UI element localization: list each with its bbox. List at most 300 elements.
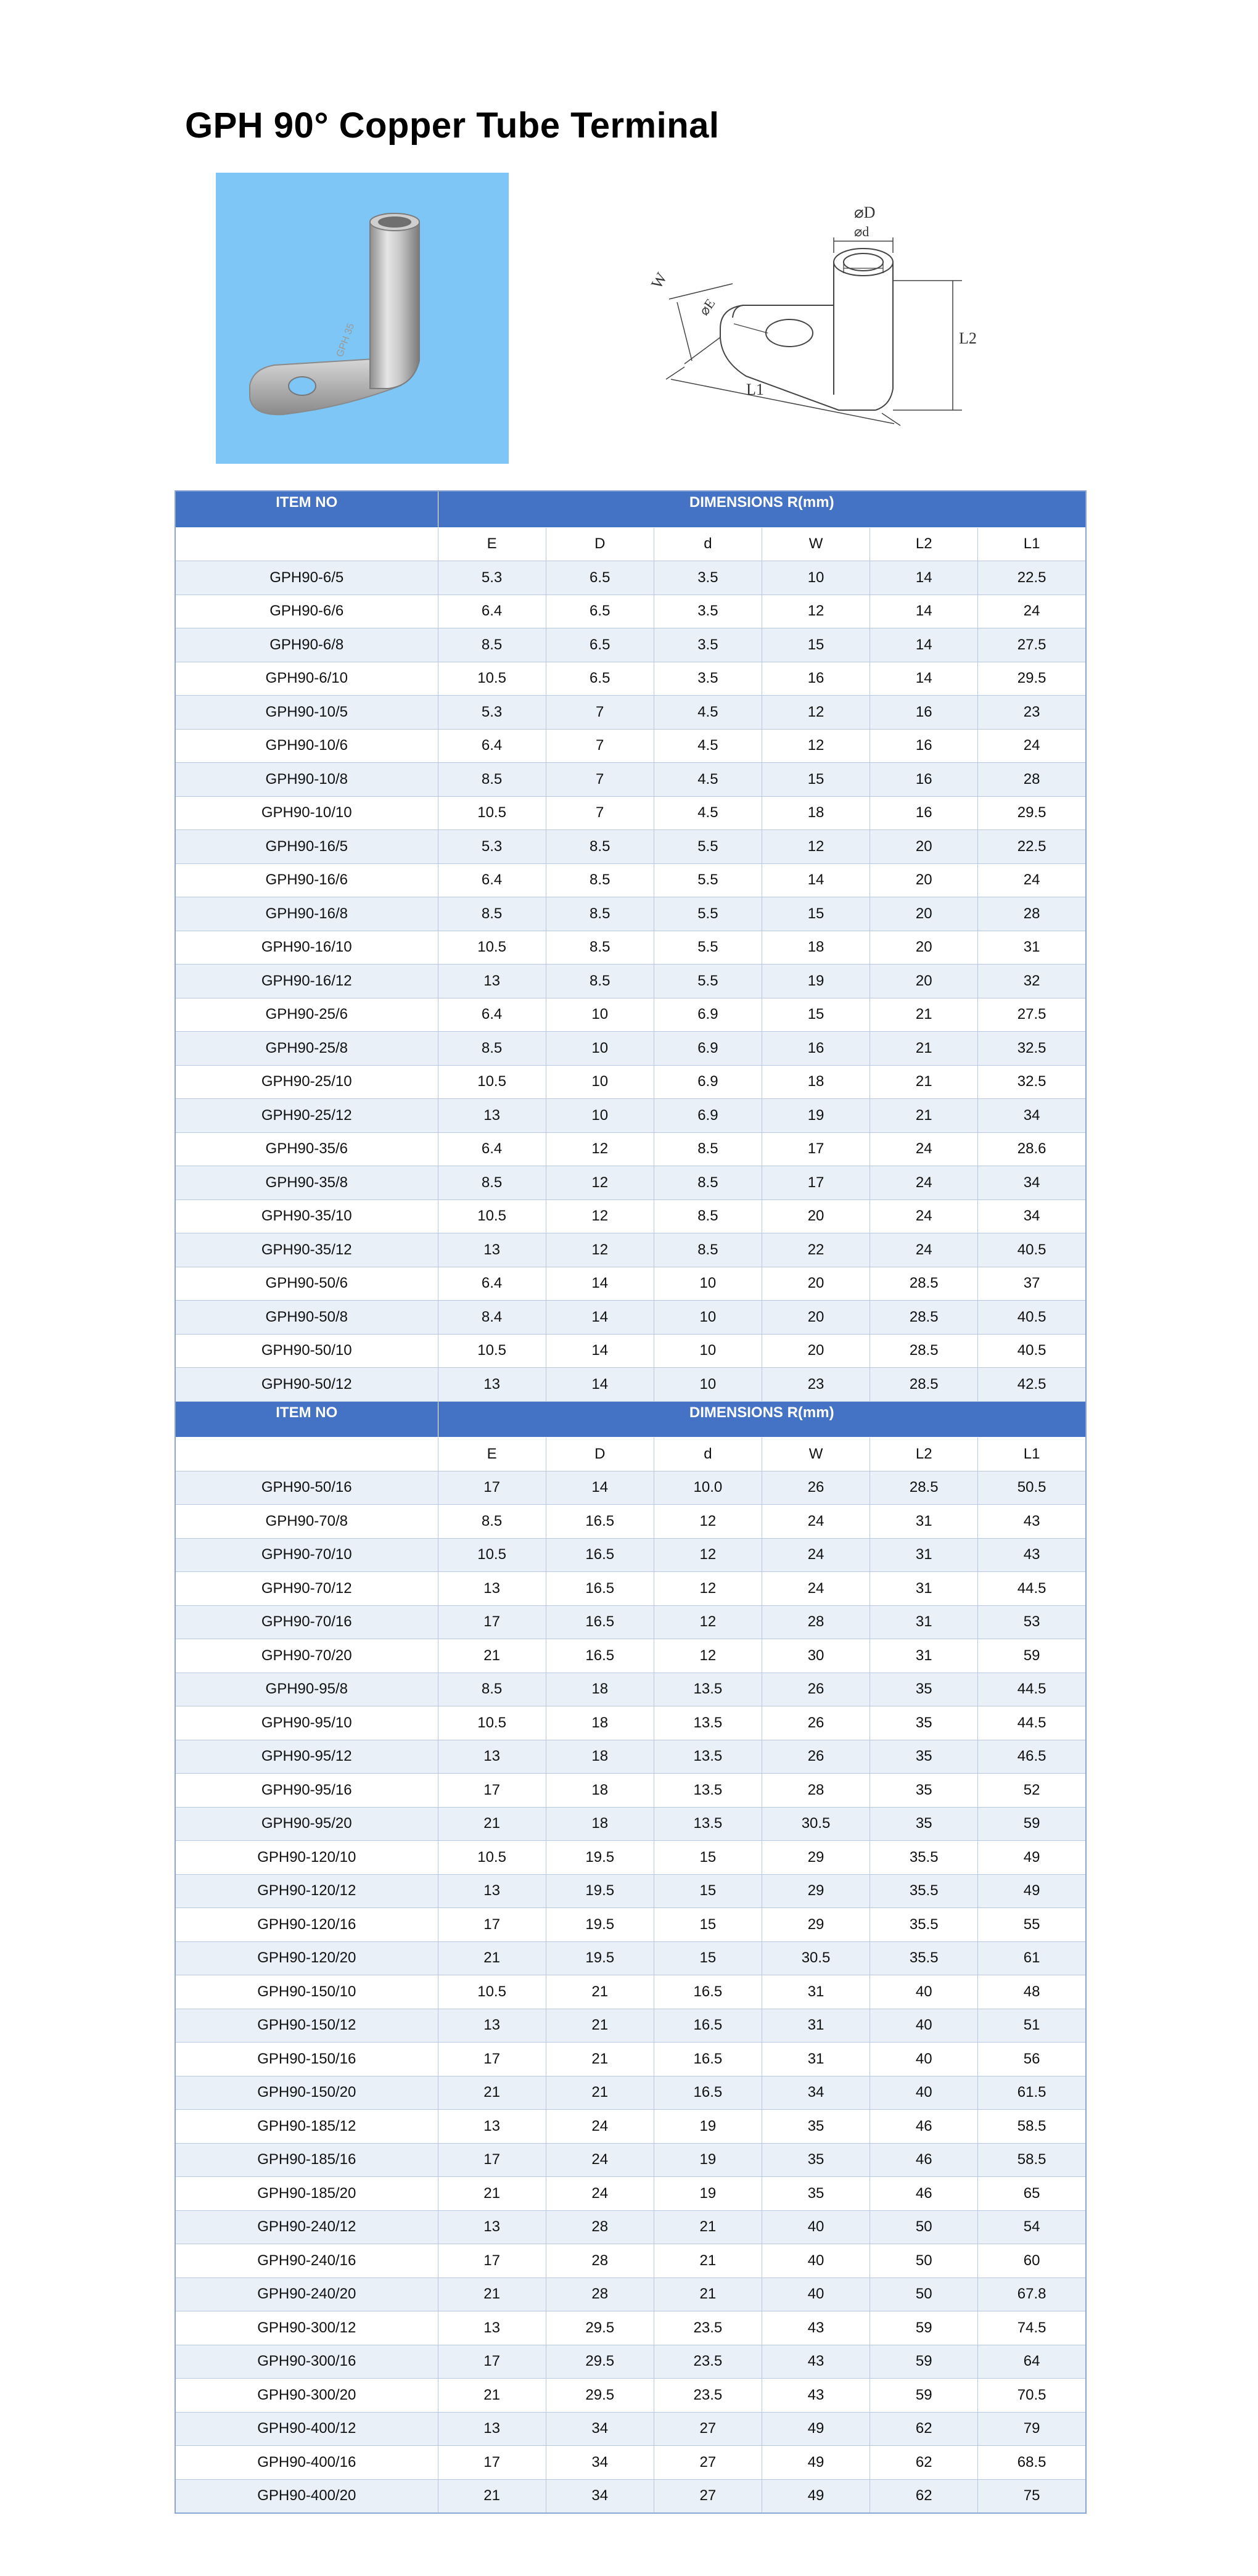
dimension-cell: 49 bbox=[762, 2412, 870, 2446]
dimension-cell: 21 bbox=[438, 1941, 546, 1975]
dimension-cell: 5.5 bbox=[654, 863, 762, 897]
dimension-cell: 21 bbox=[654, 2278, 762, 2311]
dimension-cell: 20 bbox=[870, 863, 978, 897]
dimension-cell: 21 bbox=[870, 1099, 978, 1133]
dimension-cell: 6.5 bbox=[546, 561, 654, 595]
dimension-cell: 28.5 bbox=[870, 1334, 978, 1368]
dimension-cell: 10.5 bbox=[438, 1200, 546, 1233]
dimension-cell: 46.5 bbox=[978, 1740, 1086, 1774]
item-no-cell: GPH90-95/16 bbox=[175, 1774, 438, 1808]
dimension-cell: 20 bbox=[870, 965, 978, 998]
dimension-cell: 46 bbox=[870, 2177, 978, 2211]
dimension-cell: 7 bbox=[546, 696, 654, 730]
dimension-cell: 59 bbox=[870, 2345, 978, 2379]
dimension-cell: 32.5 bbox=[978, 1065, 1086, 1099]
table-row bbox=[175, 1908, 1086, 1942]
dimension-cell: 16 bbox=[870, 796, 978, 830]
dimension-cell: 12 bbox=[762, 595, 870, 628]
table-row bbox=[175, 2311, 1086, 2345]
item-no-cell: GPH90-35/10 bbox=[175, 1200, 438, 1233]
dimension-cell: 26 bbox=[762, 1706, 870, 1740]
dimension-cell: 24 bbox=[762, 1505, 870, 1539]
table-row bbox=[175, 2379, 1086, 2413]
dimension-cell: 61 bbox=[978, 1941, 1086, 1975]
dimension-cell: 6.9 bbox=[654, 1065, 762, 1099]
dimension-cell: 18 bbox=[762, 1065, 870, 1099]
label-hole-diameter: ⌀E bbox=[696, 295, 718, 318]
dimension-cell: 14 bbox=[546, 1301, 654, 1335]
dimension-cell: 35 bbox=[870, 1774, 978, 1808]
dimension-cell: 17 bbox=[438, 2446, 546, 2480]
dimension-cell: 8.5 bbox=[546, 830, 654, 864]
dimension-cell: 46 bbox=[870, 2110, 978, 2144]
dimension-cell: 28.5 bbox=[870, 1368, 978, 1402]
table-row bbox=[175, 628, 1086, 662]
item-no-cell: GPH90-150/10 bbox=[175, 1975, 438, 2009]
dimension-cell: 26 bbox=[762, 1471, 870, 1505]
dimension-cell: 19 bbox=[654, 2177, 762, 2211]
dimension-cell: 59 bbox=[870, 2379, 978, 2413]
label-l1: L1 bbox=[746, 381, 764, 398]
dimension-cell: 21 bbox=[438, 2278, 546, 2311]
dimension-cell: 15 bbox=[654, 1841, 762, 1875]
dimension-cell: 12 bbox=[654, 1538, 762, 1572]
item-no-cell: GPH90-16/5 bbox=[175, 830, 438, 864]
dimension-cell: 28.5 bbox=[870, 1471, 978, 1505]
dimension-cell: 24 bbox=[870, 1233, 978, 1267]
table-row bbox=[175, 1538, 1086, 1572]
dimension-cell: 8.5 bbox=[654, 1233, 762, 1267]
dimension-cell: 59 bbox=[978, 1639, 1086, 1673]
item-no-cell: GPH90-300/20 bbox=[175, 2379, 438, 2413]
table-row bbox=[175, 1505, 1086, 1539]
dimension-cell: 23.5 bbox=[654, 2311, 762, 2345]
dimension-cell: 16 bbox=[870, 763, 978, 797]
dimension-cell: 35.5 bbox=[870, 1841, 978, 1875]
dimension-cell: 40 bbox=[762, 2210, 870, 2244]
dimension-cell: 18 bbox=[762, 931, 870, 965]
dimension-cell: 12 bbox=[654, 1639, 762, 1673]
item-no-cell: GPH90-35/12 bbox=[175, 1233, 438, 1267]
dimension-cell: 28 bbox=[978, 763, 1086, 797]
dimension-cell: 18 bbox=[546, 1706, 654, 1740]
dimension-cell: 43 bbox=[762, 2379, 870, 2413]
dimension-cell: 62 bbox=[870, 2412, 978, 2446]
dimension-cell: 10.5 bbox=[438, 796, 546, 830]
dimension-cell: 21 bbox=[546, 2043, 654, 2076]
dimension-cell: 14 bbox=[870, 628, 978, 662]
item-no-cell: GPH90-50/8 bbox=[175, 1301, 438, 1335]
table-row bbox=[175, 696, 1086, 730]
item-no-cell: GPH90-120/16 bbox=[175, 1908, 438, 1942]
dimension-cell: 53 bbox=[978, 1605, 1086, 1639]
dimension-cell: 10 bbox=[546, 1032, 654, 1066]
item-no-cell: GPH90-35/6 bbox=[175, 1132, 438, 1166]
dimension-cell: 13 bbox=[438, 1572, 546, 1606]
table-row bbox=[175, 1233, 1086, 1267]
dimension-cell: 5.3 bbox=[438, 561, 546, 595]
dimension-cell: 21 bbox=[438, 2177, 546, 2211]
column-label-blank bbox=[175, 1438, 438, 1471]
dimension-cell: 49 bbox=[762, 2446, 870, 2480]
item-no-cell: GPH90-400/16 bbox=[175, 2446, 438, 2480]
dimension-cell: 6.4 bbox=[438, 863, 546, 897]
dimension-cell: 12 bbox=[762, 830, 870, 864]
table-row bbox=[175, 2210, 1086, 2244]
table-row bbox=[175, 2009, 1086, 2043]
item-no-cell: GPH90-240/12 bbox=[175, 2210, 438, 2244]
item-no-cell: GPH90-185/16 bbox=[175, 2143, 438, 2177]
dimension-cell: 54 bbox=[978, 2210, 1086, 2244]
dimension-cell: 15 bbox=[654, 1908, 762, 1942]
dimension-cell: 16.5 bbox=[654, 2076, 762, 2110]
item-no-cell: GPH90-400/12 bbox=[175, 2412, 438, 2446]
table-row bbox=[175, 1099, 1086, 1133]
dimension-cell: 10 bbox=[546, 1099, 654, 1133]
dimension-cell: 21 bbox=[438, 1639, 546, 1673]
dimension-cell: 8.4 bbox=[438, 1301, 546, 1335]
dimension-cell: 10.5 bbox=[438, 1538, 546, 1572]
item-no-cell: GPH90-6/6 bbox=[175, 595, 438, 628]
dimension-cell: 17 bbox=[438, 1605, 546, 1639]
dimension-cell: 8.5 bbox=[438, 1166, 546, 1200]
column-label: W bbox=[762, 1438, 870, 1471]
item-no-cell: GPH90-16/10 bbox=[175, 931, 438, 965]
dimension-cell: 35 bbox=[870, 1706, 978, 1740]
dimension-cell: 18 bbox=[546, 1673, 654, 1706]
dimension-cell: 7 bbox=[546, 763, 654, 797]
dimension-cell: 16.5 bbox=[546, 1572, 654, 1606]
dimension-cell: 49 bbox=[978, 1874, 1086, 1908]
dimension-cell: 21 bbox=[546, 2009, 654, 2043]
dimension-cell: 24 bbox=[546, 2177, 654, 2211]
dimension-cell: 4.5 bbox=[654, 696, 762, 730]
dimension-cell: 16 bbox=[870, 696, 978, 730]
dimension-cell: 35.5 bbox=[870, 1908, 978, 1942]
dimension-cell: 6.9 bbox=[654, 1099, 762, 1133]
dimension-cell: 6.5 bbox=[546, 628, 654, 662]
dimension-cell: 6.4 bbox=[438, 729, 546, 763]
dimension-cell: 40 bbox=[870, 2076, 978, 2110]
dimension-cell: 16.5 bbox=[654, 2043, 762, 2076]
dimension-cell: 60 bbox=[978, 2244, 1086, 2278]
table-row bbox=[175, 931, 1086, 965]
item-no-cell: GPH90-25/10 bbox=[175, 1065, 438, 1099]
dimension-cell: 10.5 bbox=[438, 1975, 546, 2009]
dimension-cell: 5.5 bbox=[654, 965, 762, 998]
table-row bbox=[175, 1941, 1086, 1975]
dimension-cell: 22 bbox=[762, 1233, 870, 1267]
table-row bbox=[175, 662, 1086, 696]
dimension-cell: 34 bbox=[546, 2446, 654, 2480]
dimension-cell: 46 bbox=[870, 2143, 978, 2177]
dimension-cell: 49 bbox=[762, 2479, 870, 2513]
column-label: L1 bbox=[978, 527, 1086, 561]
dimension-cell: 24 bbox=[978, 595, 1086, 628]
dimension-cell: 14 bbox=[870, 595, 978, 628]
technical-drawing bbox=[641, 176, 993, 466]
dimension-cell: 31 bbox=[762, 2043, 870, 2076]
item-no-cell: GPH90-150/16 bbox=[175, 2043, 438, 2076]
dimension-cell: 28.6 bbox=[978, 1132, 1086, 1166]
item-no-cell: GPH90-95/10 bbox=[175, 1706, 438, 1740]
dimension-cell: 16.5 bbox=[546, 1538, 654, 1572]
item-no-cell: GPH90-95/12 bbox=[175, 1740, 438, 1774]
dimension-cell: 8.5 bbox=[654, 1166, 762, 1200]
dimension-cell: 6.9 bbox=[654, 998, 762, 1032]
dimension-cell: 15 bbox=[762, 628, 870, 662]
item-no-cell: GPH90-150/20 bbox=[175, 2076, 438, 2110]
table-row bbox=[175, 1200, 1086, 1233]
item-no-cell: GPH90-16/6 bbox=[175, 863, 438, 897]
dimension-cell: 3.5 bbox=[654, 628, 762, 662]
item-no-cell: GPH90-120/20 bbox=[175, 1941, 438, 1975]
table-row bbox=[175, 1132, 1086, 1166]
dimension-cell: 16.5 bbox=[546, 1505, 654, 1539]
dimension-cell: 42.5 bbox=[978, 1368, 1086, 1402]
dimension-cell: 31 bbox=[870, 1605, 978, 1639]
dimension-cell: 40.5 bbox=[978, 1334, 1086, 1368]
dimension-cell: 40 bbox=[870, 1975, 978, 2009]
dimension-cell: 14 bbox=[546, 1368, 654, 1402]
dimension-cell: 30 bbox=[762, 1639, 870, 1673]
item-no-cell: GPH90-10/6 bbox=[175, 729, 438, 763]
table-row bbox=[175, 863, 1086, 897]
dimension-cell: 31 bbox=[762, 1975, 870, 2009]
table-row bbox=[175, 1874, 1086, 1908]
dimension-cell: 19.5 bbox=[546, 1874, 654, 1908]
dimension-cell: 50.5 bbox=[978, 1471, 1086, 1505]
dimension-cell: 35 bbox=[762, 2110, 870, 2144]
table-row bbox=[175, 1975, 1086, 2009]
dimension-cell: 34 bbox=[546, 2412, 654, 2446]
dimension-cell: 21 bbox=[870, 1065, 978, 1099]
item-no-cell: GPH90-70/20 bbox=[175, 1639, 438, 1673]
dimension-cell: 28.5 bbox=[870, 1267, 978, 1301]
table-row bbox=[175, 2043, 1086, 2076]
dimension-cell: 8.5 bbox=[438, 763, 546, 797]
dimension-cell: 7 bbox=[546, 729, 654, 763]
header-item-no: ITEM NO bbox=[175, 491, 438, 527]
dimension-cell: 4.5 bbox=[654, 763, 762, 797]
dimension-cell: 8.5 bbox=[546, 931, 654, 965]
dimension-cell: 28 bbox=[546, 2210, 654, 2244]
dimension-cell: 13 bbox=[438, 1740, 546, 1774]
dimension-cell: 8.5 bbox=[546, 897, 654, 931]
dimension-cell: 35 bbox=[870, 1740, 978, 1774]
dimension-cell: 27.5 bbox=[978, 998, 1086, 1032]
table-column-labels bbox=[175, 527, 1086, 561]
dimension-cell: 12 bbox=[654, 1505, 762, 1539]
dimension-cell: 27.5 bbox=[978, 628, 1086, 662]
dimension-cell: 24 bbox=[870, 1166, 978, 1200]
dimension-cell: 23.5 bbox=[654, 2345, 762, 2379]
item-no-cell: GPH90-16/8 bbox=[175, 897, 438, 931]
dimension-cell: 24 bbox=[762, 1538, 870, 1572]
dimension-cell: 5.5 bbox=[654, 931, 762, 965]
dimension-cell: 13 bbox=[438, 2210, 546, 2244]
dimension-cell: 21 bbox=[870, 1032, 978, 1066]
product-photo bbox=[216, 173, 509, 464]
dimension-cell: 24 bbox=[870, 1200, 978, 1233]
dimension-cell: 21 bbox=[870, 998, 978, 1032]
dimension-cell: 31 bbox=[762, 2009, 870, 2043]
dimension-cell: 20 bbox=[870, 931, 978, 965]
page-title: GPH 90° Copper Tube Terminal bbox=[185, 105, 720, 146]
table-row bbox=[175, 2143, 1086, 2177]
dimension-cell: 10.5 bbox=[438, 662, 546, 696]
dimension-cell: 56 bbox=[978, 2043, 1086, 2076]
dimension-cell: 12 bbox=[762, 729, 870, 763]
label-l2: L2 bbox=[959, 329, 977, 347]
dimension-cell: 40.5 bbox=[978, 1301, 1086, 1335]
dimension-cell: 40 bbox=[870, 2043, 978, 2076]
item-no-cell: GPH90-6/5 bbox=[175, 561, 438, 595]
item-no-cell: GPH90-70/16 bbox=[175, 1605, 438, 1639]
dimension-cell: 34 bbox=[978, 1200, 1086, 1233]
item-no-cell: GPH90-120/12 bbox=[175, 1874, 438, 1908]
dimension-cell: 29.5 bbox=[546, 2379, 654, 2413]
dimension-cell: 21 bbox=[546, 1975, 654, 2009]
dimension-cell: 16.5 bbox=[654, 2009, 762, 2043]
dimension-cell: 70.5 bbox=[978, 2379, 1086, 2413]
dimension-cell: 43 bbox=[978, 1505, 1086, 1539]
dimension-cell: 21 bbox=[654, 2244, 762, 2278]
table-row bbox=[175, 830, 1086, 864]
dimension-cell: 24 bbox=[870, 1132, 978, 1166]
dimension-cell: 8.5 bbox=[438, 1032, 546, 1066]
dimension-cell: 19 bbox=[654, 2110, 762, 2144]
dimension-cell: 18 bbox=[546, 1807, 654, 1841]
dimension-cell: 8.5 bbox=[438, 1673, 546, 1706]
dimension-cell: 16.5 bbox=[546, 1639, 654, 1673]
item-no-cell: GPH90-6/8 bbox=[175, 628, 438, 662]
dimension-cell: 58.5 bbox=[978, 2110, 1086, 2144]
dimension-cell: 8.5 bbox=[546, 863, 654, 897]
item-no-cell: GPH90-185/12 bbox=[175, 2110, 438, 2144]
column-label: L2 bbox=[870, 527, 978, 561]
dimension-cell: 31 bbox=[870, 1538, 978, 1572]
dimension-cell: 21 bbox=[438, 2479, 546, 2513]
table-row bbox=[175, 2412, 1086, 2446]
dimension-cell: 27 bbox=[654, 2412, 762, 2446]
dimension-cell: 17 bbox=[438, 1908, 546, 1942]
dimension-cell: 16 bbox=[762, 1032, 870, 1066]
dimension-cell: 20 bbox=[762, 1267, 870, 1301]
dimension-cell: 40 bbox=[762, 2244, 870, 2278]
dimension-cell: 61.5 bbox=[978, 2076, 1086, 2110]
item-no-cell: GPH90-185/20 bbox=[175, 2177, 438, 2211]
dimension-cell: 16 bbox=[870, 729, 978, 763]
dimension-cell: 15 bbox=[762, 897, 870, 931]
table-row bbox=[175, 1605, 1086, 1639]
dimension-cell: 4.5 bbox=[654, 729, 762, 763]
dimension-cell: 20 bbox=[762, 1334, 870, 1368]
dimension-cell: 10.5 bbox=[438, 1706, 546, 1740]
stamp-text: GPH 35 bbox=[334, 322, 357, 359]
table-row bbox=[175, 1368, 1086, 1402]
dimension-cell: 55 bbox=[978, 1908, 1086, 1942]
column-label: L1 bbox=[978, 1438, 1086, 1471]
table-row bbox=[175, 1740, 1086, 1774]
dimension-cell: 19.5 bbox=[546, 1941, 654, 1975]
dimension-cell: 59 bbox=[978, 1807, 1086, 1841]
dimension-cell: 19.5 bbox=[546, 1841, 654, 1875]
dimension-cell: 17 bbox=[762, 1132, 870, 1166]
dimension-cell: 13.5 bbox=[654, 1706, 762, 1740]
dimension-cell: 30.5 bbox=[762, 1941, 870, 1975]
dimension-cell: 49 bbox=[978, 1841, 1086, 1875]
terminal-photo-illustration bbox=[216, 173, 509, 464]
table-row bbox=[175, 1471, 1086, 1505]
dimension-cell: 12 bbox=[654, 1605, 762, 1639]
dimension-cell: 10.0 bbox=[654, 1471, 762, 1505]
item-no-cell: GPH90-300/12 bbox=[175, 2311, 438, 2345]
dimension-cell: 21 bbox=[438, 2379, 546, 2413]
table-row bbox=[175, 1774, 1086, 1808]
dimension-cell: 6.4 bbox=[438, 1267, 546, 1301]
dimension-cell: 31 bbox=[870, 1572, 978, 1606]
dimension-cell: 13 bbox=[438, 1874, 546, 1908]
dimension-cell: 19.5 bbox=[546, 1908, 654, 1942]
dimension-cell: 10 bbox=[654, 1267, 762, 1301]
item-no-cell: GPH90-50/10 bbox=[175, 1334, 438, 1368]
dimension-cell: 18 bbox=[546, 1774, 654, 1808]
dimension-cell: 67.8 bbox=[978, 2278, 1086, 2311]
dimension-cell: 13.5 bbox=[654, 1774, 762, 1808]
dimension-cell: 13.5 bbox=[654, 1673, 762, 1706]
dimension-cell: 18 bbox=[762, 796, 870, 830]
table-row bbox=[175, 2076, 1086, 2110]
dimension-cell: 13 bbox=[438, 1233, 546, 1267]
dimension-cell: 5.5 bbox=[654, 897, 762, 931]
item-no-cell: GPH90-10/5 bbox=[175, 696, 438, 730]
dimension-cell: 31 bbox=[870, 1639, 978, 1673]
dimension-cell: 24 bbox=[546, 2110, 654, 2144]
dimension-cell: 48 bbox=[978, 1975, 1086, 2009]
dimension-cell: 8.5 bbox=[438, 897, 546, 931]
table-row bbox=[175, 1301, 1086, 1335]
dimension-cell: 17 bbox=[438, 2345, 546, 2379]
dimension-cell: 64 bbox=[978, 2345, 1086, 2379]
dimension-cell: 58.5 bbox=[978, 2143, 1086, 2177]
table-row bbox=[175, 1572, 1086, 1606]
dimension-cell: 21 bbox=[438, 2076, 546, 2110]
table-row bbox=[175, 1065, 1086, 1099]
dimension-cell: 22.5 bbox=[978, 561, 1086, 595]
column-label: d bbox=[654, 527, 762, 561]
dimension-cell: 10 bbox=[654, 1301, 762, 1335]
header-dimensions: DIMENSIONS R(mm) bbox=[438, 1401, 1086, 1438]
dimension-cell: 20 bbox=[762, 1301, 870, 1335]
dimension-cell: 14 bbox=[546, 1267, 654, 1301]
dimension-cell: 34 bbox=[978, 1166, 1086, 1200]
dimension-cell: 10.5 bbox=[438, 1334, 546, 1368]
label-inner-diameter: ⌀d bbox=[854, 224, 870, 239]
dimension-cell: 16.5 bbox=[546, 1605, 654, 1639]
table-row bbox=[175, 2479, 1086, 2513]
item-no-cell: GPH90-10/8 bbox=[175, 763, 438, 797]
dimension-cell: 12 bbox=[546, 1132, 654, 1166]
dimension-cell: 23 bbox=[762, 1368, 870, 1402]
dimension-cell: 12 bbox=[546, 1200, 654, 1233]
dimension-cell: 8.5 bbox=[654, 1132, 762, 1166]
dimension-cell: 28 bbox=[546, 2244, 654, 2278]
item-no-cell: GPH90-150/12 bbox=[175, 2009, 438, 2043]
dimension-cell: 40 bbox=[762, 2278, 870, 2311]
dimension-cell: 29.5 bbox=[978, 662, 1086, 696]
column-label: E bbox=[438, 1438, 546, 1471]
